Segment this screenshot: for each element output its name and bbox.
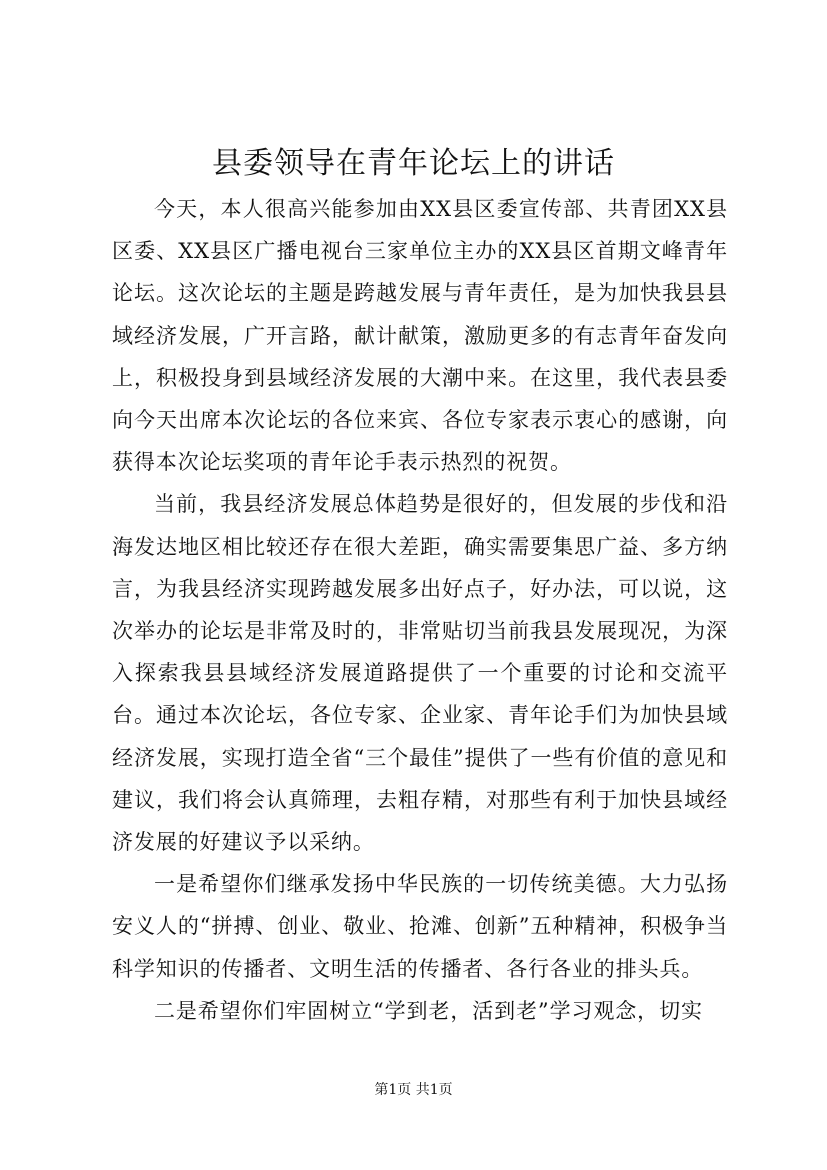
document-body (112, 188, 728, 1032)
paragraph-4: 二是希望你们牢固树立“学到老，活到老”学习观念，切实 (154, 998, 703, 1023)
paragraph-2: 当前，我县经济发展总体趋势是很好的，但发展的步伐和沿海发达地区相比较还存在很大差距，确实需要集思广益、多方纳言，为我县经济实现跨越发展多出好点子，好办法，可以说，这次举办的论坛是非常及时的，非常贴切当前我县发展现况，为深入探索我县县域经济发展道路提供了一个重要的讨论和交流平台。通过本次论坛，各位专家、企业家、青年论手们为加快县域经济发展，实现打造全省“三个最佳”提供了一些有价值的意见和建议，我们将会认真筛理，去粗存精，对那些有利于加快县域经济发展的好建议予以采纳。 (112, 492, 728, 855)
page-footer: 第1页 共1页 (374, 1082, 453, 1098)
page-title: 县委领导在青年论坛上的讲话 (212, 146, 615, 181)
paragraph-1: 今天，本人很高兴能参加由XX县区委宣传部、共青团XX县区委、XX县区广播电视台三家单位主办的XX县区首期文峰青年论坛。这次论坛的主题是跨越发展与青年责任，是为加快我县县域经济发展，广开言路，献计献策，激励更多的有志青年奋发向上，积极投身到县域经济发展的大潮中来。在这里，我代表县委向今天出席本次论坛的各位来宾、各位专家表示衷心的感谢，向获得本次论坛奖项的青年论手表示热烈的祝贺。 (112, 197, 728, 475)
paragraph-3: 一是希望你们继承发扬中华民族的一切传统美德。大力弘扬安义人的“拼搏、创业、敬业、抢滩、创新”五种精神，积极争当科学知识的传播者、文明生活的传播者、各行各业的排头兵。 (112, 872, 728, 981)
